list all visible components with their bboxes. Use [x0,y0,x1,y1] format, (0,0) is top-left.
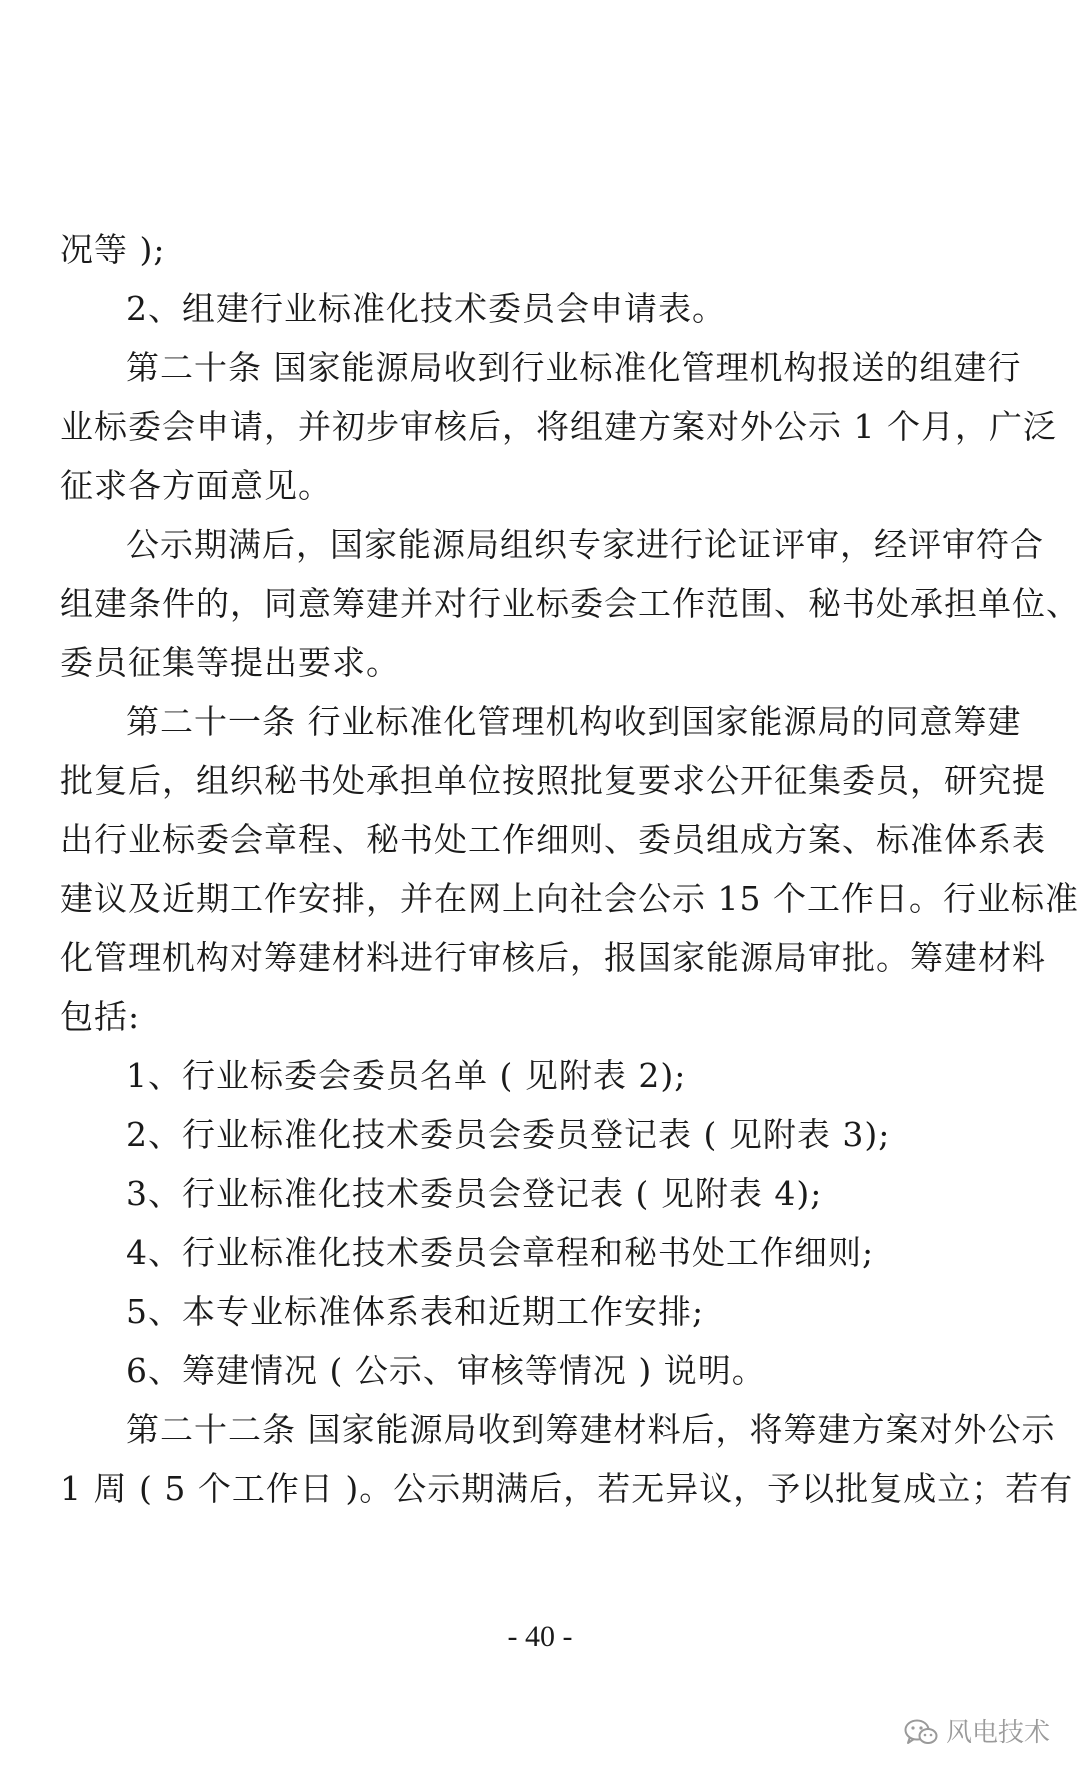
text-line: 包括: [60,997,141,1036]
text-line: 公示期满后，国家能源局组织专家进行论证评审，经评审符合 [126,525,1044,564]
text-line: 化管理机构对筹建材料进行审核后，报国家能源局审批。筹建材料 [60,938,1046,977]
text-line: 4、行业标准化技术委员会章程和秘书处工作细则; [126,1233,875,1272]
text-line: 第二十条 国家能源局收到行业标准化管理机构报送的组建行 [126,348,1022,387]
text-line: 委员征集等提出要求。 [60,643,400,682]
text-line: 1、行业标委会委员名单 ( 见附表 2); [126,1056,687,1095]
text-line: 2、组建行业标准化技术委员会申请表。 [126,289,726,328]
text-line: 5、本专业标准体系表和近期工作安排; [126,1292,705,1331]
text-line: 出行业标委会章程、秘书处工作细则、委员组成方案、标准体系表 [60,820,1046,859]
body-text [60,220,1080,1518]
text-line: 征求各方面意见。 [60,466,332,505]
text-line: 建议及近期工作安排，并在网上向社会公示 15 个工作日。行业标准 [60,879,1079,918]
watermark [904,1716,1050,1750]
text-line: 2、行业标准化技术委员会委员登记表 ( 见附表 3); [126,1115,891,1154]
text-line: 3、行业标准化技术委员会登记表 ( 见附表 4); [126,1174,823,1213]
text-line: 1 周 ( 5 个工作日 )。公示期满后，若无异议，予以批复成立；若有 [60,1469,1074,1508]
wechat-icon [904,1718,938,1748]
text-line: 6、筹建情况 ( 公示、审核等情况 ) 说明。 [126,1351,766,1390]
text-line: 第二十二条 国家能源局收到筹建材料后，将筹建方案对外公示 [126,1410,1056,1449]
page-number: - 40 - [507,1620,573,1653]
text-line: 第二十一条 行业标准化管理机构收到国家能源局的同意筹建 [126,702,1022,741]
text-line: 况等 ); [60,230,166,269]
watermark-text: 风电技术 [945,1718,1050,1748]
text-line: 业标委会申请，并初步审核后，将组建方案对外公示 1 个月，广泛 [60,407,1057,446]
text-line: 批复后，组织秘书处承担单位按照批复要求公开征集委员，研究提 [60,761,1046,800]
text-line: 组建条件的，同意筹建并对行业标委会工作范围、秘书处承担单位、 [60,584,1080,623]
